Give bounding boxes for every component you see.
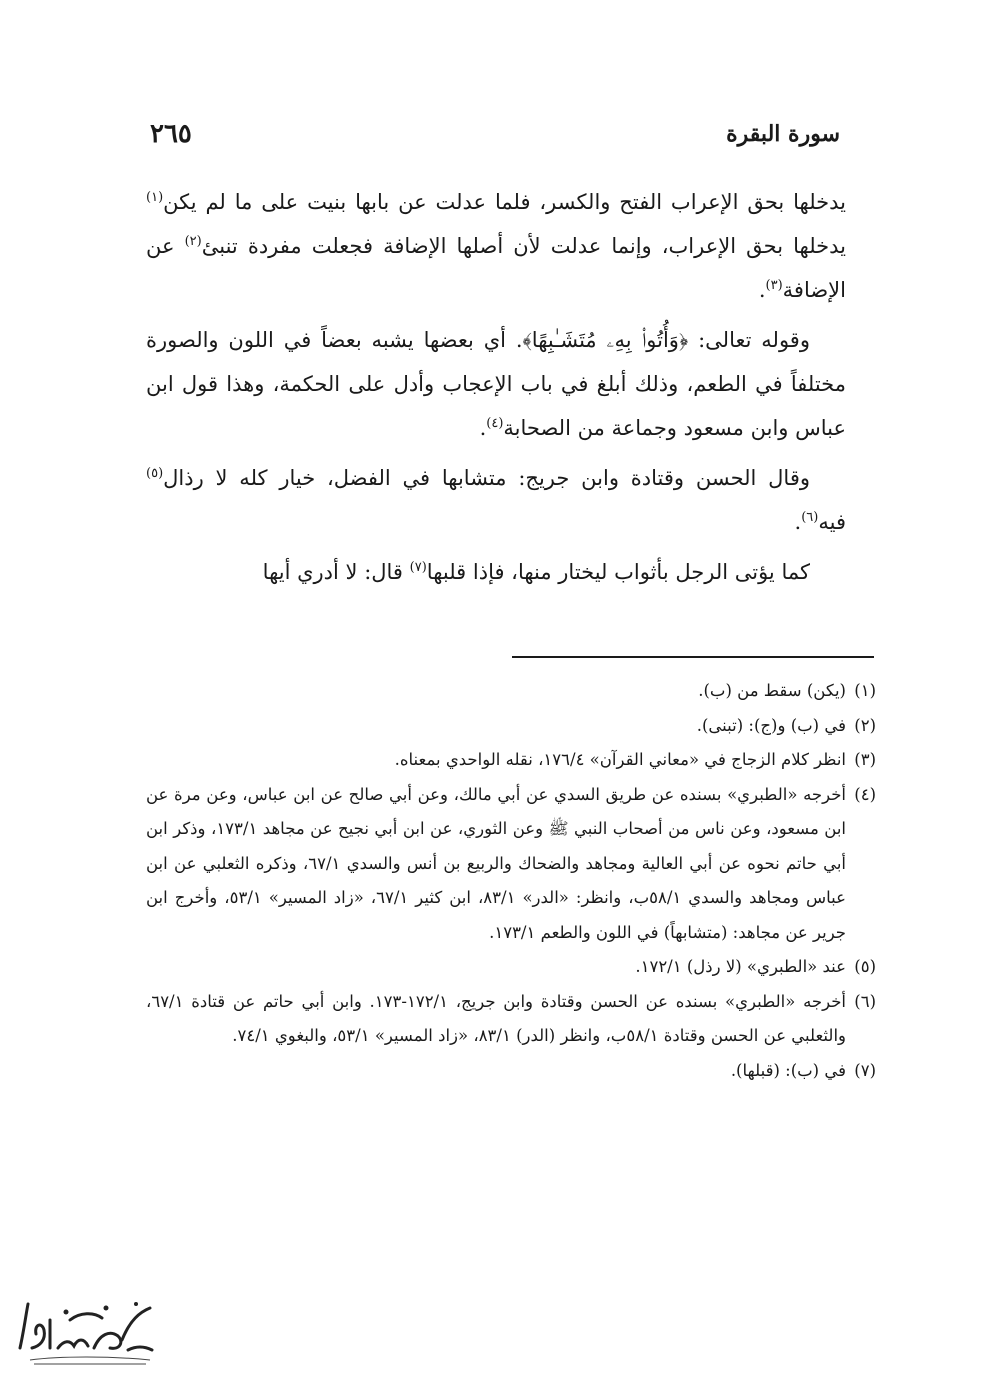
text-run: يدخلها بحق الإعراب الفتح والكسر، فلما عدلت عن بابها بنيت على ما لم يكن — [163, 190, 846, 214]
footnote-number: (٥) — [854, 957, 876, 976]
footnote-ref: (٥) — [146, 466, 164, 481]
text-run: وقال الحسن وقتادة وابن جريج: متشابها في الفضل، خيار كله لا رذال — [163, 466, 810, 490]
footnote-ref: (٤) — [486, 416, 504, 431]
footnote — [146, 1054, 876, 1089]
footnote-number: (١) — [854, 681, 876, 700]
footnote — [146, 950, 876, 985]
text-run: . — [479, 416, 487, 440]
footnote-text: في (ب): (قبلها). — [730, 1060, 846, 1080]
footnote — [146, 985, 876, 1054]
footnote-ref: (٢) — [184, 234, 202, 249]
calligraphy-stamp-icon — [10, 1290, 160, 1370]
footnote-text: أخرجه «الطبري» بسنده عن الحسن وقتادة وابن جريج، ١٧٢/١-١٧٣. وابن أبي حاتم عن قتادة ٦٧/١، والثعلبي عن الحسن وقتادة ٥٨/١ب، وانظر (الدر) ٨٣/١، «زاد المسير» ٥٣/١، والبغوي ٧٤/١. — [146, 991, 846, 1045]
paragraph — [146, 318, 846, 450]
footnote-number: (٧) — [854, 1060, 876, 1080]
surah-title: سورة البقرة — [726, 121, 840, 147]
footnote-ref: (٦) — [801, 510, 819, 525]
footnote-text: عند «الطبري» (لا رذل) ١٧٢/١. — [635, 957, 846, 976]
footnote-text: أخرجه «الطبري» بسنده عن طريق السدي عن أبي مالك، وعن أبي صالح عن ابن عباس، وعن مرة عن ابن مسعود، وعن ناس من أصحاب النبي ﷺ وعن الثوري، عن ابن أبي نجيح عن مجاهد ١٧٣/١، وذكر ابن أبي حاتم نحوه عن أبي العالية ومجاهد والضحاك والربيع بن أنس والسدي ٦٧/١، وذكره الثعلبي عن ابن عباس ومجاهد والسدي ٥٨/١ب، وانظر: «الدر» ٨٣/١، ابن كثير ٦٧/١، «زاد المسير» ٥٣/١، وأخرج ابن جرير عن مجاهد: (متشابهاً) في اللون والطعم ١٧٣/١. — [146, 784, 847, 942]
footnote-text: في (ب) و(ج): (تبنى). — [696, 715, 846, 735]
text-run: فيه — [818, 510, 846, 534]
page-header — [150, 112, 840, 156]
footnote-text: (يكن) سقط من (ب). — [698, 681, 846, 700]
page-number: ٢٦٥ — [150, 119, 192, 149]
footnote — [146, 778, 876, 951]
paragraph — [146, 180, 846, 312]
footnote-text: انظر كلام الزجاج في «معاني القرآن» ١٧٦/٤، نقله الواحدي بمعناه. — [394, 750, 846, 769]
footnote — [146, 743, 876, 778]
footnote-number: (٦) — [854, 991, 876, 1011]
paragraph — [146, 550, 846, 594]
footnote-number: (٤) — [854, 784, 876, 804]
footnote-number: (٢) — [854, 715, 876, 735]
text-run: وقوله تعالى: ﴿وَأُتُوا۟ بِهِۦ مُتَشَـٰبِهًا﴾. أي بعضها يشبه بعضاً في اللون والصورة مختلفاً في الطعم، وذلك أبلغ في باب الإعجاب وأدل على الحكمة، وهذا قول ابن عباس وابن مسعود وجماعة من الصحابة — [146, 328, 846, 440]
text-run: قال: لا أدري أيها — [262, 560, 410, 584]
footnote — [146, 709, 876, 744]
footnotes — [146, 674, 876, 1088]
text-run: . — [758, 278, 766, 302]
footnote-ref: (١) — [146, 190, 164, 205]
footnote-number: (٣) — [854, 750, 876, 769]
footnote-ref: (٧) — [409, 560, 427, 575]
footnote — [146, 674, 876, 709]
footnote-divider — [512, 656, 874, 658]
footnote-ref: (٣) — [765, 278, 783, 293]
text-run: يدخلها بحق الإعراب، وإنما عدلت لأن أصلها الإضافة فجعلت مفردة تنبئ — [201, 234, 846, 258]
main-text — [146, 180, 846, 600]
text-run: كما يؤتى الرجل بأثواب ليختار منها، فإذا قلبها — [426, 560, 810, 584]
text-run: عن الإضافة — [146, 234, 846, 302]
library-stamp-logo — [10, 1290, 160, 1370]
paragraph — [146, 456, 846, 544]
text-run: . — [794, 510, 802, 534]
